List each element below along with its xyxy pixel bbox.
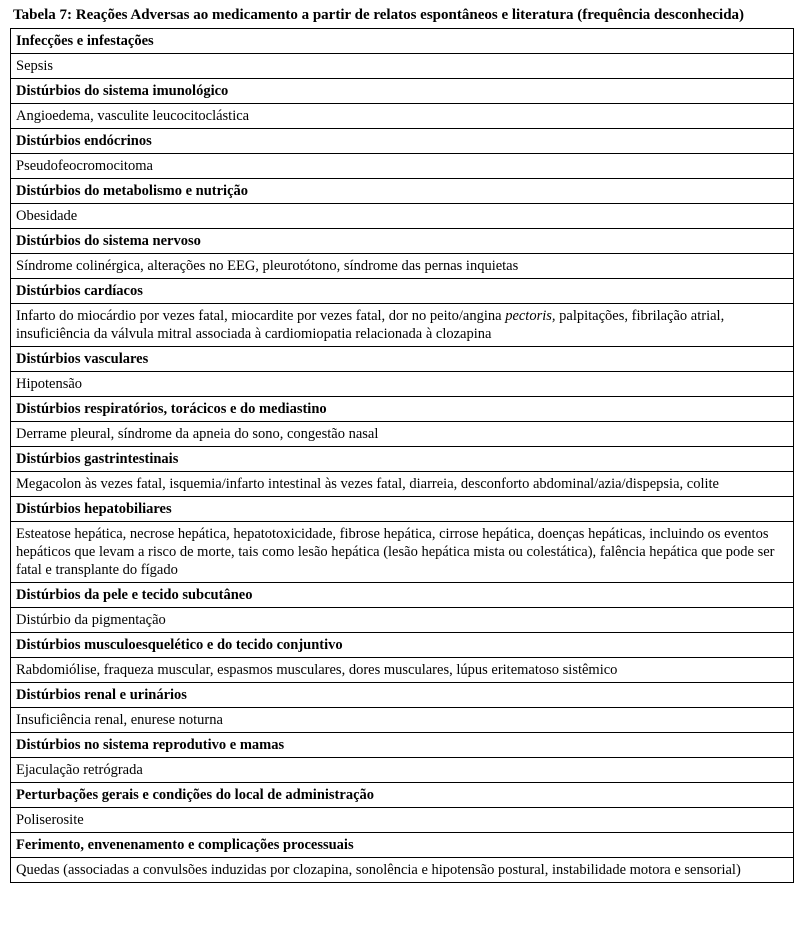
category-cell: Distúrbios cardíacos [11,279,794,304]
category-row [11,583,794,608]
reaction-row [11,522,794,583]
category-row [11,833,794,858]
category-row [11,783,794,808]
reaction-cell: Pseudofeocromocitoma [11,154,794,179]
reaction-cell: Ejaculação retrógrada [11,758,794,783]
category-row [11,497,794,522]
reaction-cell: Esteatose hepática, necrose hepática, hepatotoxicidade, fibrose hepática, cirrose hepática, doenças hepáticas, incluindo os eventos hepáticos que levam a risco de morte, tais como lesão hepática (lesão hepática mista ou colestática), falência hepática que pode ser fatal e transplante do fígado [11,522,794,583]
reaction-row [11,304,794,347]
category-cell: Ferimento, envenenamento e complicações processuais [11,833,794,858]
reaction-row [11,708,794,733]
category-row [11,229,794,254]
reaction-cell: Hipotensão [11,372,794,397]
category-cell: Distúrbios musculoesquelético e do tecido conjuntivo [11,633,794,658]
category-cell: Distúrbios da pele e tecido subcutâneo [11,583,794,608]
reaction-row [11,858,794,883]
category-cell: Distúrbios do metabolismo e nutrição [11,179,794,204]
category-cell: Perturbações gerais e condições do local de administração [11,783,794,808]
category-cell: Infecções e infestações [11,29,794,54]
category-row [11,683,794,708]
category-row [11,29,794,54]
category-row [11,447,794,472]
category-row [11,179,794,204]
reaction-row [11,372,794,397]
category-row [11,733,794,758]
reaction-text-italic: pectoris, [505,308,556,324]
reaction-row [11,658,794,683]
category-row [11,397,794,422]
category-cell: Distúrbios vasculares [11,347,794,372]
reaction-text: Infarto do miocárdio por vezes fatal, miocardite por vezes fatal, dor no peito/angina [16,308,506,324]
reaction-cell: Distúrbio da pigmentação [11,608,794,633]
reaction-cell [11,304,794,347]
reaction-row [11,204,794,229]
adverse-reactions-table [10,28,794,883]
reaction-row [11,54,794,79]
reaction-cell: Angioedema, vasculite leucocitoclástica [11,104,794,129]
category-cell: Distúrbios renal e urinários [11,683,794,708]
table-caption: Tabela 7: Reações Adversas ao medicamento a partir de relatos espontâneos e literatura (frequência desconhecida) [13,7,745,23]
reaction-row [11,608,794,633]
category-cell: Distúrbios no sistema reprodutivo e mamas [11,733,794,758]
category-cell: Distúrbios hepatobiliares [11,497,794,522]
reaction-row [11,254,794,279]
category-row [11,279,794,304]
category-row [11,633,794,658]
reaction-cell: Síndrome colinérgica, alterações no EEG, pleurotótono, síndrome das pernas inquietas [11,254,794,279]
category-cell: Distúrbios endócrinos [11,129,794,154]
category-cell: Distúrbios do sistema nervoso [11,229,794,254]
reaction-row [11,154,794,179]
reaction-row [11,472,794,497]
reaction-cell: Sepsis [11,54,794,79]
category-cell: Distúrbios respiratórios, torácicos e do mediastino [11,397,794,422]
reaction-row [11,104,794,129]
reaction-row [11,808,794,833]
category-cell: Distúrbios gastrintestinais [11,447,794,472]
reaction-cell: Obesidade [11,204,794,229]
category-row [11,347,794,372]
reaction-text: palpitações, fibrilação atrial, insuficiência da válvula mitral associada à cardiomiopatia relacionada à clozapina [16,308,725,342]
reaction-row [11,758,794,783]
category-row [11,129,794,154]
reaction-row [11,422,794,447]
reaction-cell: Rabdomiólise, fraqueza muscular, espasmos musculares, dores musculares, lúpus eritematoso sistêmico [11,658,794,683]
category-row [11,79,794,104]
reaction-cell: Quedas (associadas a convulsões induzidas por clozapina, sonolência e hipotensão postural, instabilidade motora e sensorial) [11,858,794,883]
category-cell: Distúrbios do sistema imunológico [11,79,794,104]
reaction-cell: Derrame pleural, síndrome da apneia do sono, congestão nasal [11,422,794,447]
reaction-cell: Poliserosite [11,808,794,833]
reaction-cell: Megacolon às vezes fatal, isquemia/infarto intestinal às vezes fatal, diarreia, desconforto abdominal/azia/dispepsia, colite [11,472,794,497]
reaction-cell: Insuficiência renal, enurese noturna [11,708,794,733]
